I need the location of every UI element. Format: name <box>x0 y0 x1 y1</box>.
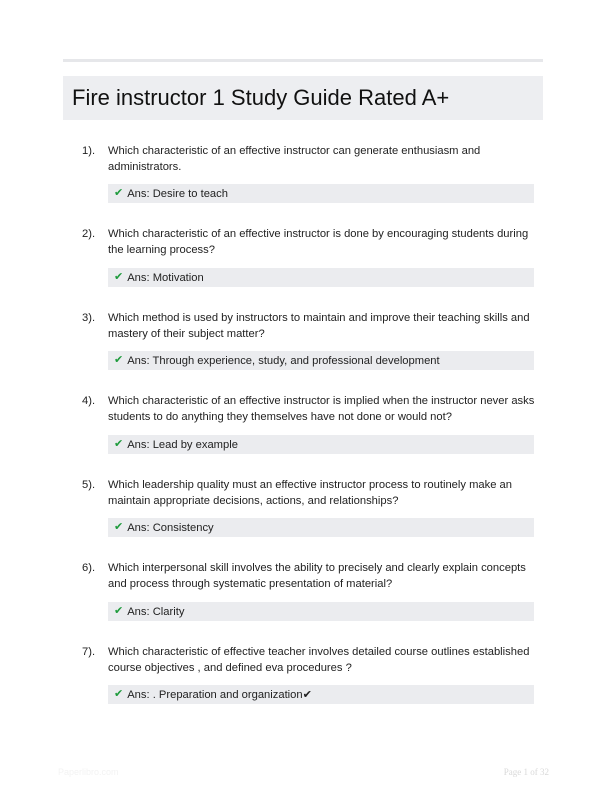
answer-box <box>108 602 534 621</box>
check-icon: ✔ <box>114 354 124 366</box>
answer-box <box>108 268 534 287</box>
answer-text: Ans: Motivation <box>127 271 204 284</box>
question-text: Which method is used by instructors to maintain and improve their teaching skills and mastery of their subject matter? <box>108 312 530 340</box>
question-number: 7). <box>82 646 96 658</box>
answer-box <box>108 351 534 370</box>
check-icon: ✔ <box>114 688 124 700</box>
check-icon: ✔ <box>114 187 124 199</box>
question-number: 5). <box>82 479 96 491</box>
answer-box <box>108 184 534 203</box>
question-text: Which characteristic of an effective instructor can generate enthusiasm and administrators. <box>108 145 481 173</box>
question-number: 2). <box>82 228 96 240</box>
page-indicator: Page 1 of 32 <box>503 767 549 777</box>
top-divider <box>63 59 543 62</box>
answer-text: Ans: Clarity <box>127 605 185 618</box>
check-icon: ✔ <box>114 271 124 283</box>
question-text: Which characteristic of effective teacher involves detailed course outlines established course objectives , and defined eva procedures ? <box>108 646 530 674</box>
question-number: 1). <box>82 145 96 157</box>
answer-text: Ans: Desire to teach <box>127 187 228 200</box>
question-number: 6). <box>82 562 96 574</box>
question-text: Which characteristic of an effective instructor is implied when the instructor never asks students to do anything they themselves have not done or would not? <box>108 395 535 423</box>
check-icon: ✔ <box>114 438 124 450</box>
answer-text: Ans: Through experience, study, and professional development <box>127 354 440 367</box>
answer-text: Ans: . Preparation and organization✔ <box>127 689 312 701</box>
check-icon: ✔ <box>114 521 124 533</box>
question-text: Which leadership quality must an effective instructor process to routinely make an maintain appropriate decisions, actions, and relationships? <box>108 479 512 507</box>
footer-watermark: Paperlibro.com <box>58 767 119 777</box>
answer-text: Ans: Lead by example <box>127 438 238 451</box>
answer-box <box>108 435 534 454</box>
answer-text: Ans: Consistency <box>127 521 214 534</box>
check-icon: ✔ <box>114 605 124 617</box>
answer-box <box>108 518 534 537</box>
title-banner <box>63 76 543 120</box>
question-text: Which characteristic of an effective instructor is done by encouraging students during the learning process? <box>108 228 529 256</box>
question-number: 4). <box>82 395 96 407</box>
question-text: Which interpersonal skill involves the ability to precisely and clearly explain concepts and process through systematic presentation of material? <box>108 562 526 590</box>
answer-box <box>108 685 534 704</box>
page-title: Fire instructor 1 Study Guide Rated A+ <box>72 85 450 110</box>
question-number: 3). <box>82 312 96 324</box>
